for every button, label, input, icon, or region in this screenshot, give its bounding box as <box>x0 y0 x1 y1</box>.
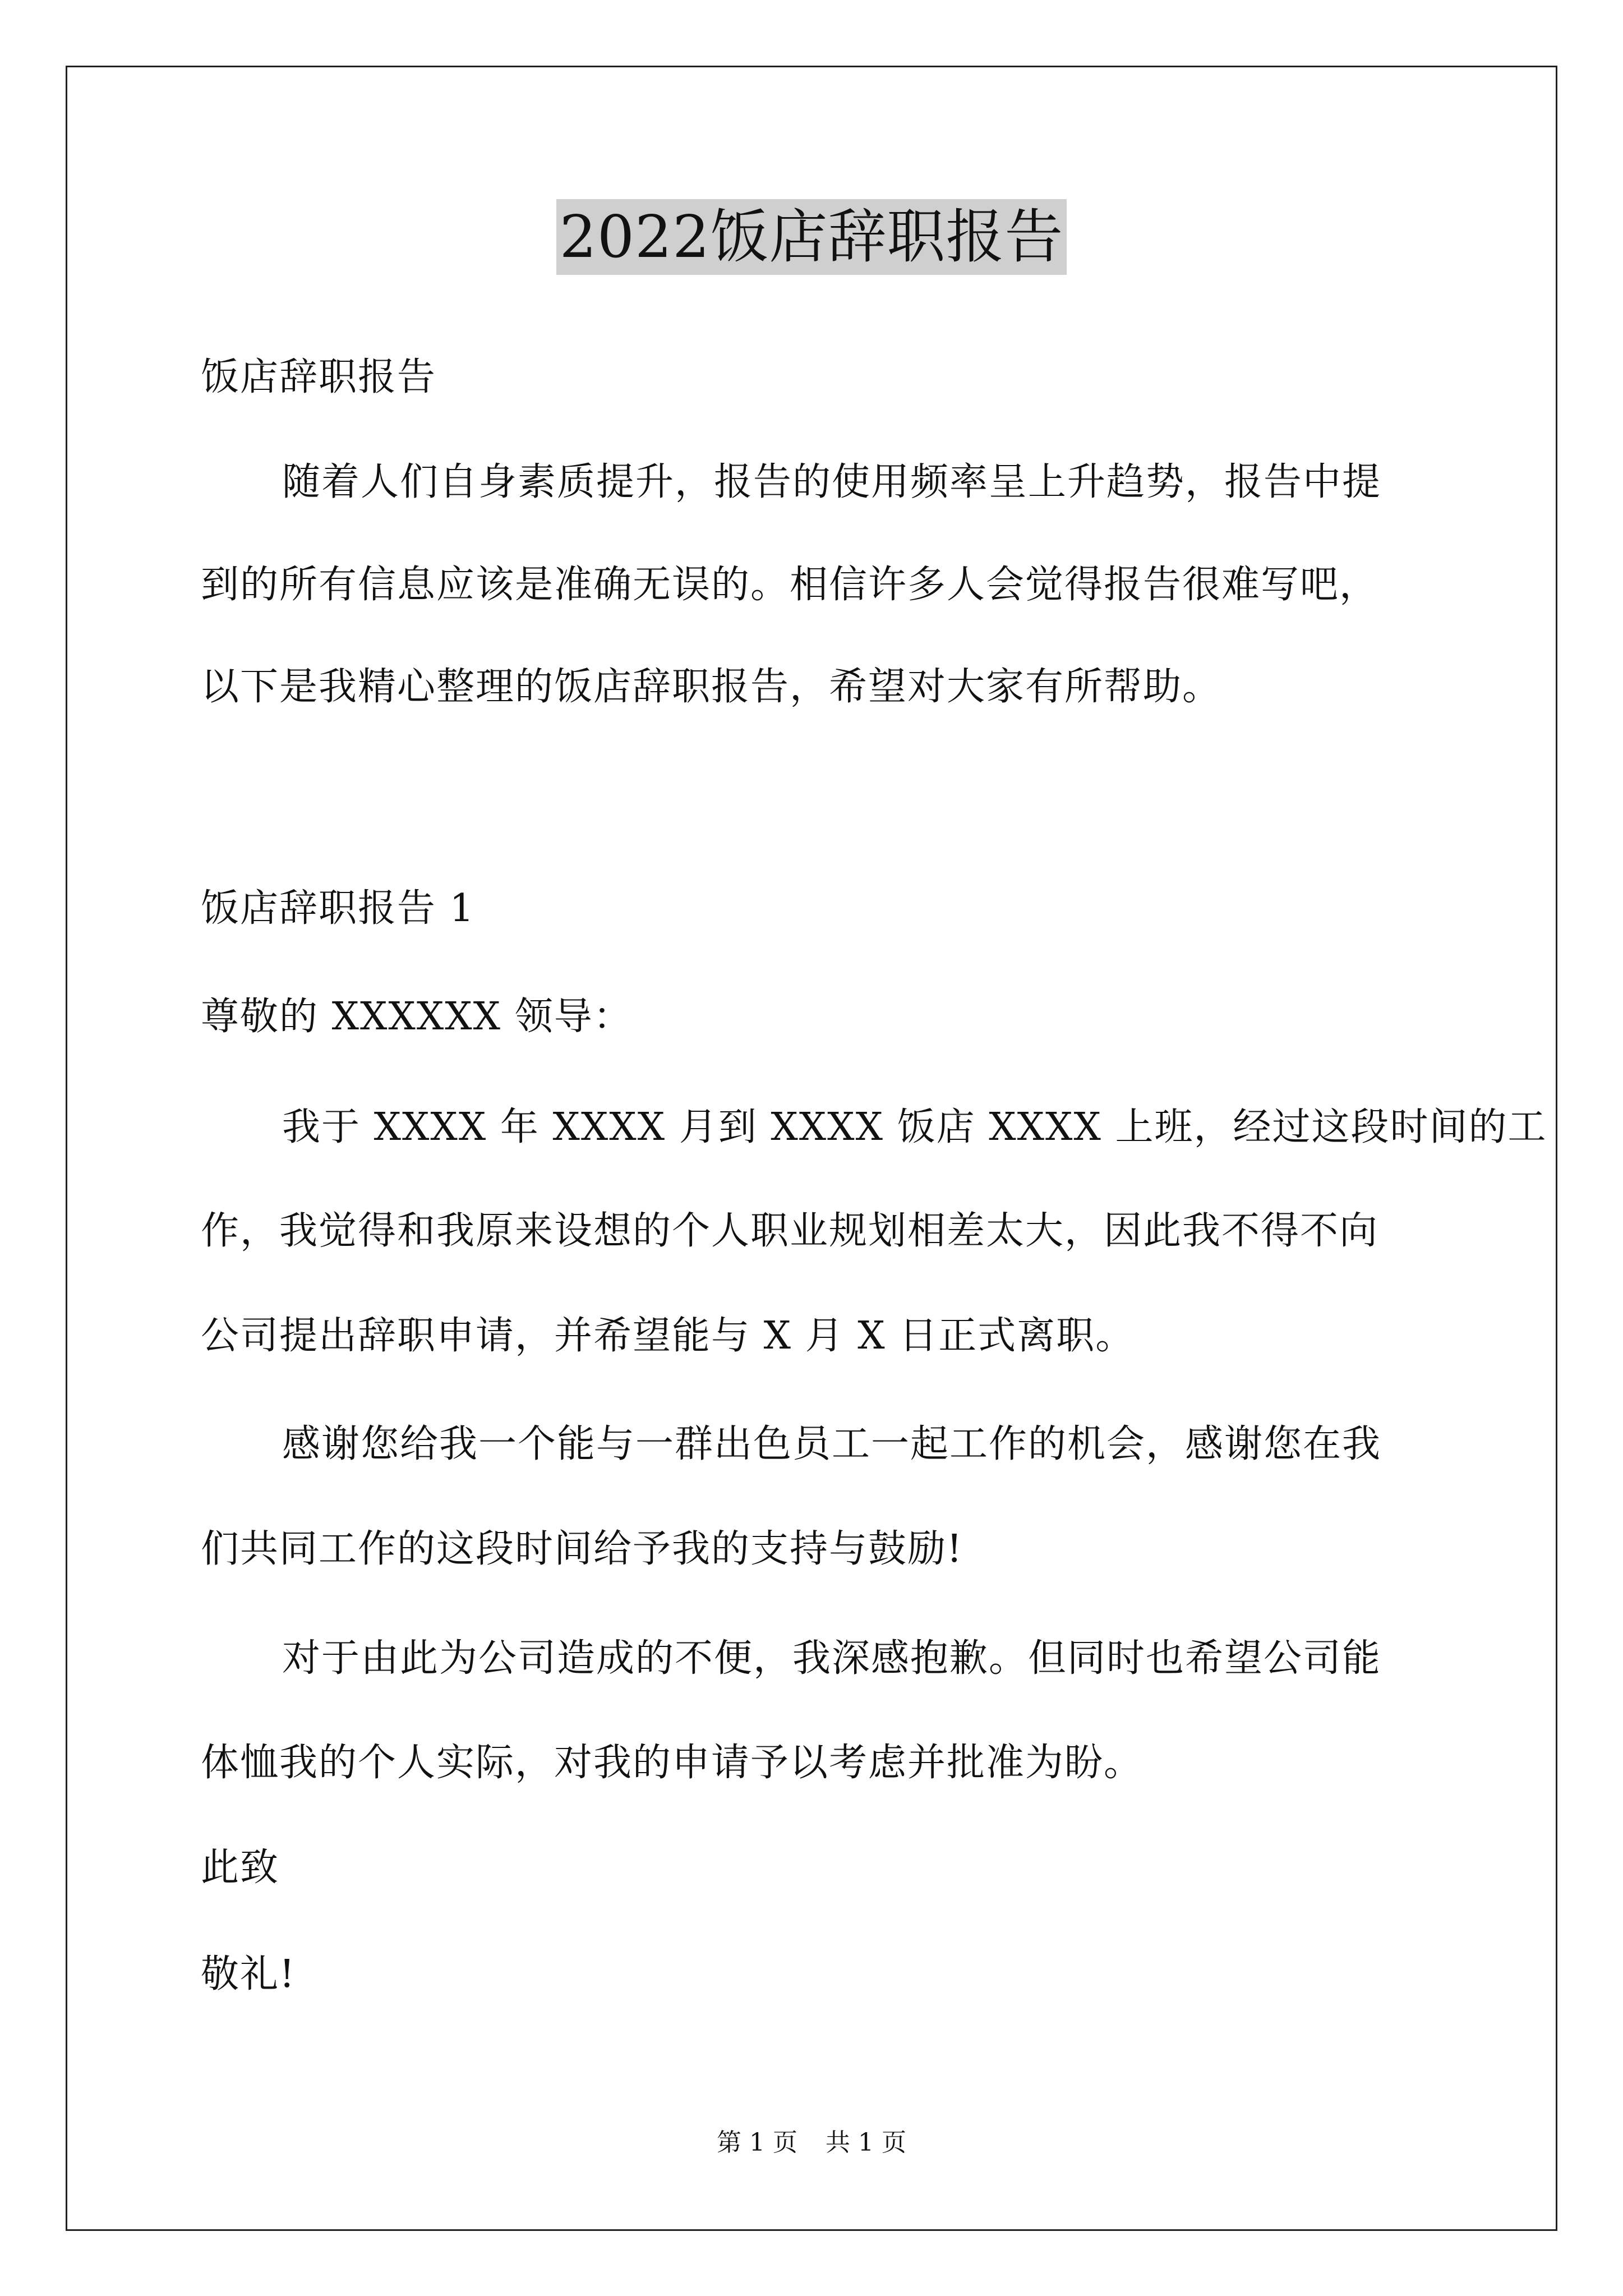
intro-line-1: 随着人们自身素质提升，报告的使用频率呈上升趋势，报告中提 <box>282 460 1382 504</box>
section-title: 饭店辞职报告 1 <box>201 886 475 931</box>
paragraph-1-line-2: 作，我觉得和我原来设想的个人职业规划相差太大，因此我不得不向 <box>201 1209 1379 1253</box>
closing-salute: 敬礼! <box>201 1952 296 1996</box>
paragraph-1-line-3: 公司提出辞职申请，并希望能与 X 月 X 日正式离职。 <box>201 1314 1135 1358</box>
paragraph-2-line-1: 感谢您给我一个能与一群出色员工一起工作的机会，感谢您在我 <box>282 1422 1382 1466</box>
salutation: 尊敬的 XXXXXX 领导： <box>201 995 633 1039</box>
intro-line-3: 以下是我精心整理的饭店辞职报告，希望对大家有所帮助。 <box>201 665 1222 709</box>
closing-regards: 此致 <box>201 1846 280 1890</box>
paragraph-3-line-1: 对于由此为公司造成的不便，我深感抱歉。但同时也希望公司能 <box>282 1636 1382 1681</box>
paragraph-2-line-2: 们共同工作的这段时间给予我的支持与鼓励! <box>201 1527 963 1571</box>
paragraph-3-line-2: 体恤我的个人实际，对我的申请予以考虑并批准为盼。 <box>201 1741 1144 1785</box>
document-title: 2022饭店辞职报告 <box>556 199 1067 275</box>
intro-line-2: 到的所有信息应该是准确无误的。相信许多人会觉得报告很难写吧， <box>201 563 1379 607</box>
title-container <box>0 199 1623 275</box>
page-number-current: 第 1 页 <box>717 2128 797 2157</box>
page-number-total: 共 1 页 <box>826 2128 906 2157</box>
intro-heading: 饭店辞职报告 <box>201 355 437 399</box>
page-footer <box>0 2126 1623 2160</box>
paragraph-1-line-1: 我于 XXXX 年 XXXX 月到 XXXX 饭店 XXXX 上班，经过这段时间的工 <box>282 1105 1547 1149</box>
